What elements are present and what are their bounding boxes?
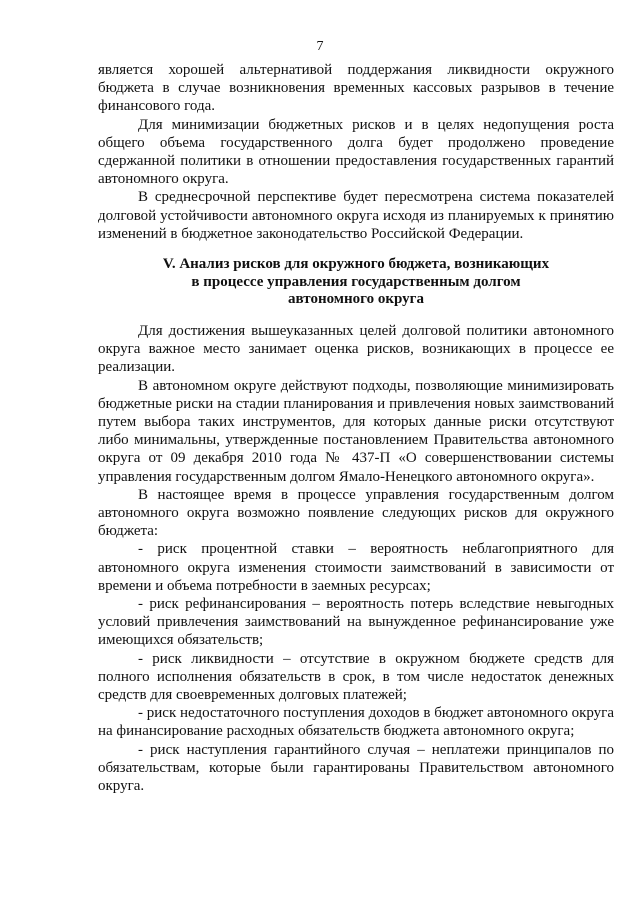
section-heading-line: V. Анализ рисков для окружного бюджета, возникающих [162,256,550,272]
paragraph: Для достижения вышеуказанных целей долговой политики автономного округа важное место занимает оценка рисков, возникающих в процессе ее реализации. [98,323,614,376]
risk-list-item: - риск ликвидности – отсутствие в окружном бюджете средств для полного исполнения обязательств в срок, в том числе недостаток денежных средств для своевременных долговых платежей; [98,650,614,704]
paragraph: В настоящее время в процессе управления государственным долгом автономного округа возможно появление следующих рисков для окружного бюджета: [98,486,614,540]
risk-list-item: - риск наступления гарантийного случая – неплатежи принципалов по обязательствам, которые были гарантированы Правительством автономного округа. [98,741,614,795]
top-text-block [98,61,614,243]
section-heading [98,256,614,309]
section-heading-line: автономного округа [288,291,424,307]
paragraph: В среднесрочной перспективе будет пересмотрена система показателей долговой устойчивости автономного округа исходя из планируемых к принятию изменений в бюджетное законодательство Российской Федерации. [98,189,614,242]
risk-list-item: - риск недостаточного поступления доходов в бюджет автономного округа на финансирование расходных обязательств бюджета автономного округа; [98,705,614,740]
risk-list-item: - риск рефинансирования – вероятность потерь вследствие невыгодных условий привлечения заимствований на вынужденное рефинансирование уже имеющихся обязательств; [98,596,614,649]
paragraph: В автономном округе действуют подходы, позволяющие минимизировать бюджетные риски на стадии планирования и привлечения новых заимствований путем выбора таких инструментов, для которых данные риски отсутствуют либо минимальны, утвержденные постановлением Правительства автономного округа от 09 декабря 2010 года № 437-П «О совершенствовании системы управления государственным долгом Ямало-Ненецкого автономного округа». [98,377,614,485]
paragraph-continuation: является хорошей альтернативой поддержания ликвидности окружного бюджета в случае возникновения временных кассовых разрывов в течение финансового года. [98,62,614,115]
page-number: 7 [316,39,324,54]
section-text-block [98,322,614,795]
section-heading-line: в процессе управления государственным долгом [191,273,521,290]
paragraph: Для минимизации бюджетных рисков и в целях недопущения роста общего объема государственного долга будет продолжено проведение сдержанной политики в отношении предоставления государственных гарантий автономного округа. [98,116,614,188]
risk-list-item: - риск процентной ставки – вероятность неблагоприятного для автономного округа изменения стоимости заимствований в зависимости от времени и объема потребности в заемных ресурсах; [98,541,614,594]
